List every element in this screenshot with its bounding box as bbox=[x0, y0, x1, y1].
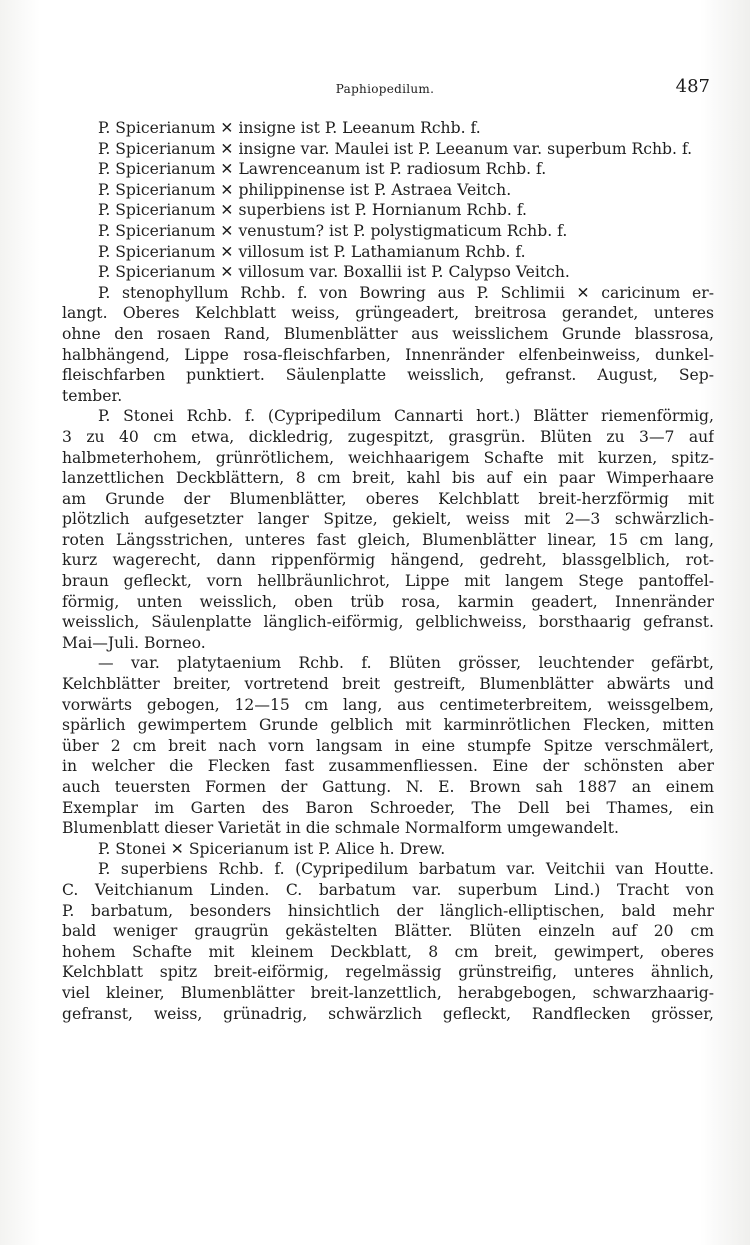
text-line: Blumenblatt dieser Varietät in die schmale Normalform umgewandelt. bbox=[62, 819, 619, 838]
running-title: Paphiopedilum. bbox=[335, 82, 435, 96]
text-line: hohem Schafte mit kleinem Deckblatt, 8 cm breit, gewimpert, oberes bbox=[62, 942, 714, 961]
page-header bbox=[60, 78, 710, 100]
text-line: bald weniger graugrün gekästelten Blätter. Blüten einzeln auf 20 cm bbox=[62, 922, 714, 941]
text-line: lanzettlichen Deckblättern, 8 cm breit, kahl bis auf ein paar Wimperhaare bbox=[62, 469, 714, 488]
text-line: 3 zu 40 cm etwa, dickledrig, zugespitzt, grasgrün. Blüten zu 3—7 auf bbox=[62, 427, 714, 446]
text-line: halbmeterhohem, grünrötlichem, weichhaarigem Schafte mit kurzen, spitz- bbox=[62, 448, 714, 467]
text-line: P. Spicerianum ✕ venustum? ist P. polystigmaticum Rchb. f. bbox=[98, 221, 568, 240]
text-line: P. Spicerianum ✕ insigne var. Maulei ist P. Leeanum var. superbum Rchb. f. bbox=[98, 139, 693, 158]
text-line: roten Längsstrichen, unteres fast gleich, Blumenblätter linear, 15 cm lang, bbox=[62, 530, 714, 549]
text-line: — var. platytaenium Rchb. f. Blüten grösser, leuchtender gefärbt, bbox=[98, 654, 714, 673]
text-line: P. Spicerianum ✕ Lawrenceanum ist P. radiosum Rchb. f. bbox=[98, 160, 547, 179]
text-line: P. Spicerianum ✕ villosum var. Boxallii ist P. Calypso Veitch. bbox=[98, 263, 570, 282]
text-line: gefranst, weiss, grünadrig, schwärzlich gefleckt, Randflecken grösser, bbox=[62, 1004, 714, 1023]
text-line: auch teuersten Formen der Gattung. N. E. Brown sah 1887 an einem bbox=[62, 778, 714, 796]
text-line: förmig, unten weisslich, oben trüb rosa, karmin geadert, Innenränder bbox=[62, 592, 714, 611]
text-line: ohne den rosaen Rand, Blumenblätter aus weisslichem Grunde blassrosa, bbox=[62, 324, 714, 343]
text-line: P. Spicerianum ✕ insigne ist P. Leeanum Rchb. f. bbox=[98, 119, 481, 137]
text-line: Kelchblätter breiter, vortretend breit gestreift, Blumenblätter abwärts und bbox=[62, 675, 714, 694]
text-line: P. Spicerianum ✕ philippinense ist P. Astraea Veitch. bbox=[98, 180, 512, 199]
text-line: viel kleiner, Blumenblätter breit-lanzettlich, herabgebogen, schwarzhaarig- bbox=[62, 983, 714, 1002]
text-line: P. stenophyllum Rchb. f. von Bowring aus P. Schlimii ✕ caricinum er- bbox=[98, 283, 714, 302]
text-line: in welcher die Flecken fast zusammenfliessen. Eine der schönsten aber bbox=[62, 757, 714, 776]
text-line: über 2 cm breit nach vorn langsam in eine stumpfe Spitze verschmälert, bbox=[62, 736, 714, 755]
text-line: P. Spicerianum ✕ villosum ist P. Lathamianum Rchb. f. bbox=[98, 242, 526, 261]
text-line: weisslich, Säulenplatte länglich-eiförmig, gelblichweiss, borsthaarig gefranst. bbox=[62, 613, 714, 632]
text-line: fleischfarben punktiert. Säulenplatte weisslich, gefranst. August, Sep- bbox=[62, 366, 714, 385]
text-line: spärlich gewimpertem Grunde gelblich mit karminrötlichen Flecken, mitten bbox=[62, 716, 714, 735]
text-line: C. Veitchianum Linden. C. barbatum var. superbum Lind.) Tracht von bbox=[62, 880, 714, 899]
text-line: P. barbatum, besonders hinsichtlich der länglich-elliptischen, bald mehr bbox=[62, 901, 714, 920]
text-line: P. Stonei Rchb. f. (Cypripedilum Cannarti hort.) Blätter riemenförmig, bbox=[98, 407, 714, 426]
text-line: kurz wagerecht, dann rippenförmig hängend, gedreht, blassgelblich, rot- bbox=[62, 551, 714, 570]
text-line: am Grunde der Blumenblätter, oberes Kelchblatt breit-herzförmig mit bbox=[62, 489, 714, 508]
text-line: P. Spicerianum ✕ superbiens ist P. Hornianum Rchb. f. bbox=[98, 201, 528, 220]
text-line: Mai—Juli. Borneo. bbox=[62, 633, 206, 652]
text-line: Kelchblatt spitz breit-eiförmig, regelmässig grünstreifig, unteres ähnlich, bbox=[62, 963, 714, 982]
text-line: langt. Oberes Kelchblatt weiss, grüngeadert, breitrosa gerandet, unteres bbox=[62, 304, 714, 323]
text-line: halbhängend, Lippe rosa-fleischfarben, Innenränder elfenbeinweiss, dunkel- bbox=[62, 345, 714, 364]
text-line: P. superbiens Rchb. f. (Cypripedilum barbatum var. Veitchii van Houtte. bbox=[98, 860, 714, 879]
page-number: 487 bbox=[675, 76, 710, 97]
text-line: Exemplar im Garten des Baron Schroeder, The Dell bei Thames, ein bbox=[62, 798, 714, 817]
text-line: plötzlich aufgesetzter langer Spitze, gekielt, weiss mit 2—3 schwärzlich- bbox=[62, 510, 714, 529]
text-line: P. Stonei ✕ Spicerianum ist P. Alice h. Drew. bbox=[98, 839, 446, 858]
text-line: vorwärts gebogen, 12—15 cm lang, aus centimeterbreitem, weissgelbem, bbox=[62, 695, 714, 714]
page-body bbox=[62, 118, 714, 1024]
text-line: tember. bbox=[62, 386, 123, 405]
text-line: braun gefleckt, vorn hellbräunlichrot, Lippe mit langem Stege pantoffel- bbox=[62, 572, 714, 591]
